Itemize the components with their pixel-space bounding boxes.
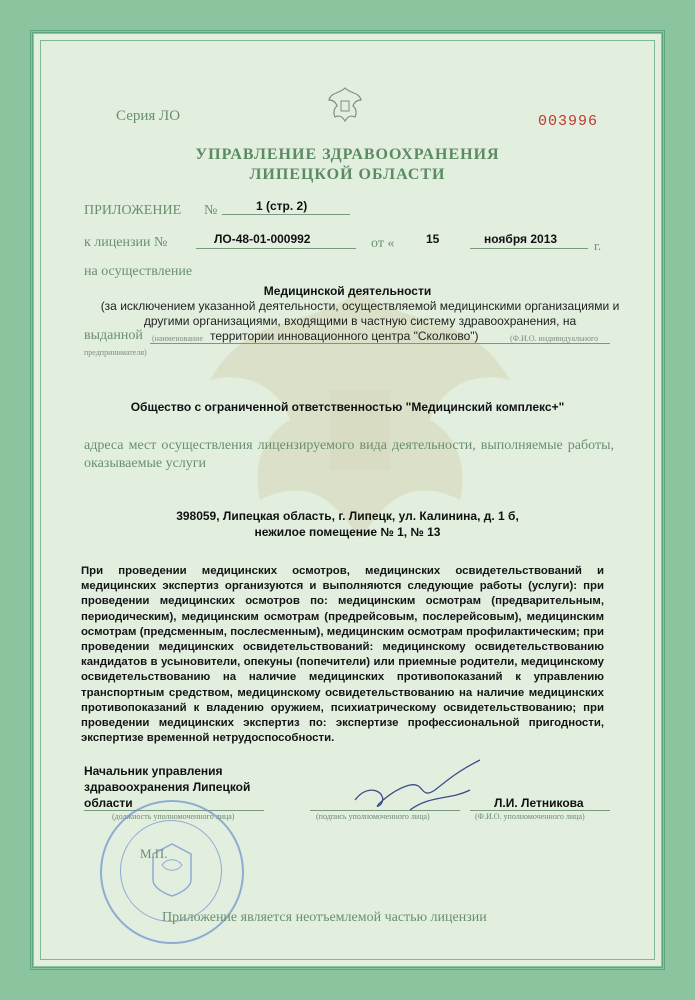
signer-name: Л.И. Летникова bbox=[494, 796, 584, 810]
serial-number: 003996 bbox=[538, 113, 599, 130]
name-underline bbox=[470, 810, 610, 811]
mp-label: М.П. bbox=[140, 846, 168, 861]
series-label: Серия ЛО bbox=[116, 108, 181, 124]
license-year-suffix: г. bbox=[594, 238, 602, 253]
authority-title-line1: УПРАВЛЕНИЕ ЗДРАВООХРАНЕНИЯ bbox=[195, 146, 500, 163]
services-text: При проведении медицинских осмотров, медицинских освидетельствований и медицинских экспертиз организуются и выполняются следующие работы (услуги): при проведении медицинских осмотров по: медицинским осмотрам (предварительным, периодическим), медицинским осмотрам (предрейсовым, послерейсовым), медицинским осмотрам (предсменным, послесменным), медицинским осмотрам профилактическим; при проведении медицинских освидетельствований: медицинскому освидетельствованию кандидатов в усыновители, опекуны (попечители) или приемные родители, медицинскому освидетельствованию на наличие медицинских противопоказаний к управлению транспортным средством, медицинскому освидетельствованию на наличие медицинских противопоказаний к владению оружием, психиатрическому освидетельствованию; при проведении медицинских экспертиз по: экспертизе профессиональной пригодности, экспертизе временной нетрудоспособности. bbox=[81, 565, 604, 745]
appendix-number: 1 (стр. 2) bbox=[256, 199, 308, 213]
issued-label: выданной bbox=[84, 328, 143, 343]
activity-name: Медицинской деятельности bbox=[263, 284, 432, 298]
appendix-underline bbox=[222, 214, 350, 215]
issued-hint: (наименование bbox=[152, 334, 204, 343]
address-line1: 398059, Липецкая область, г. Липецк, ул. Калинина, д. 1 б, bbox=[176, 509, 519, 523]
license-day: 15 bbox=[426, 232, 440, 246]
license-label: к лицензии № bbox=[84, 235, 168, 250]
license-from-label: от « bbox=[371, 236, 395, 251]
position-line1: Начальник управления bbox=[84, 764, 223, 778]
appendix-number-sign: № bbox=[204, 203, 218, 218]
addresses-label: адреса мест осуществления лицензируемого вида деятельности, выполняемые работы, оказываемые услуги bbox=[84, 438, 614, 471]
license-number: ЛО-48-01-000992 bbox=[214, 232, 311, 246]
name-hint: (Ф.И.О. уполномоченного лица) bbox=[475, 812, 585, 821]
organization-name: Общество с ограниченной ответственностью "Медицинский комплекс+" bbox=[130, 400, 565, 414]
position-line3: области bbox=[84, 796, 133, 810]
address-line2: нежилое помещение № 1, № 13 bbox=[254, 525, 441, 539]
activity-label: на осуществление bbox=[84, 264, 193, 279]
footer-note: Приложение является неотъемлемой частью лицензии bbox=[162, 910, 487, 925]
entrepreneur-hint: предпринимателя) bbox=[84, 348, 147, 357]
position-line2: здравоохранения Липецкой bbox=[84, 780, 251, 794]
activity-territory: территории инновационного центра "Сколково") bbox=[210, 329, 479, 343]
handwritten-signature bbox=[350, 750, 490, 820]
license-number-underline bbox=[196, 248, 356, 249]
license-month-year: ноября 2013 bbox=[484, 232, 558, 246]
coat-of-arms-icon bbox=[325, 84, 365, 124]
license-date-underline bbox=[470, 248, 588, 249]
issued-underline bbox=[150, 343, 610, 344]
appendix-label: ПРИЛОЖЕНИЕ bbox=[84, 203, 182, 218]
signature-hint: (подпись уполномоченного лица) bbox=[316, 812, 430, 821]
authority-title-line2: ЛИПЕЦКОЙ ОБЛАСТИ bbox=[249, 166, 446, 183]
activity-details: (за исключением указанной деятельности, осуществляемой медицинскими организациями и другими организациями, входящими в частную систему здравоохранения, на bbox=[100, 299, 620, 328]
position-hint: (должность уполномоченного лица) bbox=[112, 812, 235, 821]
fio-hint: (Ф.И.О. индивидуального bbox=[510, 334, 599, 343]
